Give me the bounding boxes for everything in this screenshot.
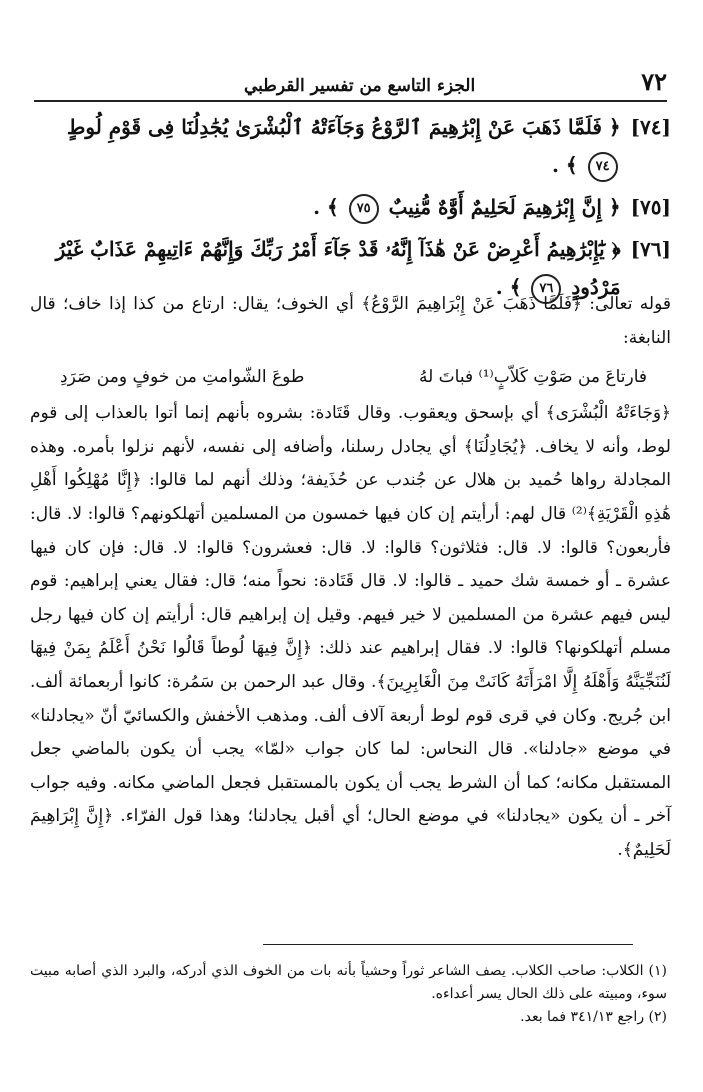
footnote-1: (١) الكلاب: صاحب الكلاب. يصف الشاعر ثوراً وحشياً بأنه بات من الخوف الذي أدركه، والبرد الذي أصابه مبيت سوء، ومبيته على ذلك الحال يسر أعداءه. xyxy=(30,963,667,1002)
verse-number: [٧٤] xyxy=(630,115,671,139)
ayah-number-marker: ٧٤ xyxy=(588,152,618,182)
poem-first-hemistich: فارتاعَ من صَوْتِ كَلاّبٍ⁽¹⁾ فباتَ لهُ xyxy=(418,367,647,388)
verse-closing: ﴾ . xyxy=(495,275,522,299)
quran-verses xyxy=(30,108,671,310)
verse-number: [٧٥] xyxy=(630,195,671,219)
verse-text: ﴿ يَٰٓإِبْرَٰهِيمُ أَعْرِضْ عَنْ هَٰذَآ إِنَّهُۥ قَدْ جَآءَ أَمْرُ رَبِّكَ وَإِنَّهُمْ ءَاتِيهِمْ عَذَابٌ غَيْرُ مَرْدُودٍ xyxy=(55,237,621,299)
ayah-number-marker: ٧٦ xyxy=(531,274,561,304)
poem-second-hemistich: طوعَ الشّوامتِ من خوفٍ ومن صَرَدِ xyxy=(60,367,305,388)
paragraph-main: ﴿وَجَاءَتْهُ الْبُشْرَى﴾ أي بإسحق ويعقوب. وقال قَتَادة: بشروه بأنهم إنما أتوا بالعذاب إلى قوم لوط، وأنه لا يخاف. ﴿يُجَادِلُنَا﴾ أي يجادل رسلنا، وأضافه إلى نفسه، لأنهم نزلوا بأمره. وهذه المجادلة رواها حُميد بن هلال عن جُندب عن حُذَيفة؛ وذلك أنهم لما قالوا: ﴿إِنَّا مُهْلِكُوا أَهْلِ هَٰذِهِ الْقَرْيَةِ﴾⁽²⁾ قال لهم: أرأيتم إن كان فيها خمسون من المسلمين أتهلكونهم؟ قالوا: لا. قال: فأربعون؟ قالوا: لا. قال: فثلاثون؟ قالوا: لا. قال: فعشرون؟ قالوا: لا. قال: فإن كان فيها عشرة ـ أو خمسة شك حميد ـ قالوا: لا. قال قَتَادة: نحواً منه؛ قال: فقال يعني إبراهيم: قوم ليس فيهم عشرة من المسلمين لا خير فيهم. وقيل إن إبراهيم قال: أرأيتم إن كان فيها رجل مسلم أتهلكونها؟ قالوا: لا. فقال إبراهيم عند ذلك: ﴿إِنَّ فِيهَا لُوطاً قَالُوا نَحْنُ أَعْلَمُ بِمَنْ فِيهَا لَنُنَجِّيَنَّهُ وَأَهْلَهُ إِلَّا امْرَأَتَهُ كَانَتْ مِنَ الْغَابِرِينَ﴾. وقال عبد الرحمن بن سَمُرة: كانوا أربعمائة ألف. ابن جُريج. وكان في قرى قوم لوط أربعة آلاف ألف. ومذهب الأخفش والكسائيّ أنّ «يجادلنا» في موضع «جادلنا». قال النحاس: لما كان جواب «لمّا» يجب أن يكون بالماضي جعل المستقبل مكانه؛ كما أن الشرط يجب أن يكون بالمستقبل فجعل الماضي مكانه. وفيه جواب آخر ـ أن يكون «يجادلنا» في موضع الحال؛ أي أقبل يجادلنا؛ وهذا قول الفرّاء. ﴿إِنَّ إِبْرَاهِيمَ لَحَلِيمٌ﴾. xyxy=(30,403,671,860)
verse-text: ﴿ إِنَّ إِبْرَٰهِيمَ لَحَلِيمٌ أَوَّٰهٌ مُّنِيبٌ xyxy=(388,195,621,219)
poetry-verse xyxy=(30,359,671,395)
page-header xyxy=(34,66,667,102)
page-number: ٧٢ xyxy=(641,67,667,96)
commentary-text xyxy=(30,288,671,868)
verse-closing: ﴾ . xyxy=(551,153,578,177)
verse-75 xyxy=(30,188,671,226)
footnotes xyxy=(30,960,667,1029)
ayah-number-marker: ٧٥ xyxy=(349,194,379,224)
verse-74 xyxy=(30,108,671,184)
verse-text: ﴿ فَلَمَّا ذَهَبَ عَنْ إِبْرَٰهِيمَ ٱلرَّوْعُ وَجَآءَتْهُ ٱلْبُشْرَىٰ يُجَٰدِلُنَا فِى قَوْمِ لُوطٍ xyxy=(66,115,621,139)
running-title: الجزء التاسع من تفسير القرطبي xyxy=(244,76,476,96)
verse-number: [٧٦] xyxy=(630,237,671,261)
verse-closing: ﴾ . xyxy=(313,195,339,219)
footnote-2: (٢) راجع ٣٤١/١٣ فما بعد. xyxy=(520,1009,667,1025)
footnote-divider xyxy=(263,944,633,945)
paragraph-intro: قوله تعالى: ﴿فَلَمَّا ذَهَبَ عَنْ إِبْرَاهِيمَ الرَّوْعُ﴾ أي الخوف؛ يقال: ارتاع من كذا إذا خاف؛ قال النابغة: xyxy=(30,294,671,348)
